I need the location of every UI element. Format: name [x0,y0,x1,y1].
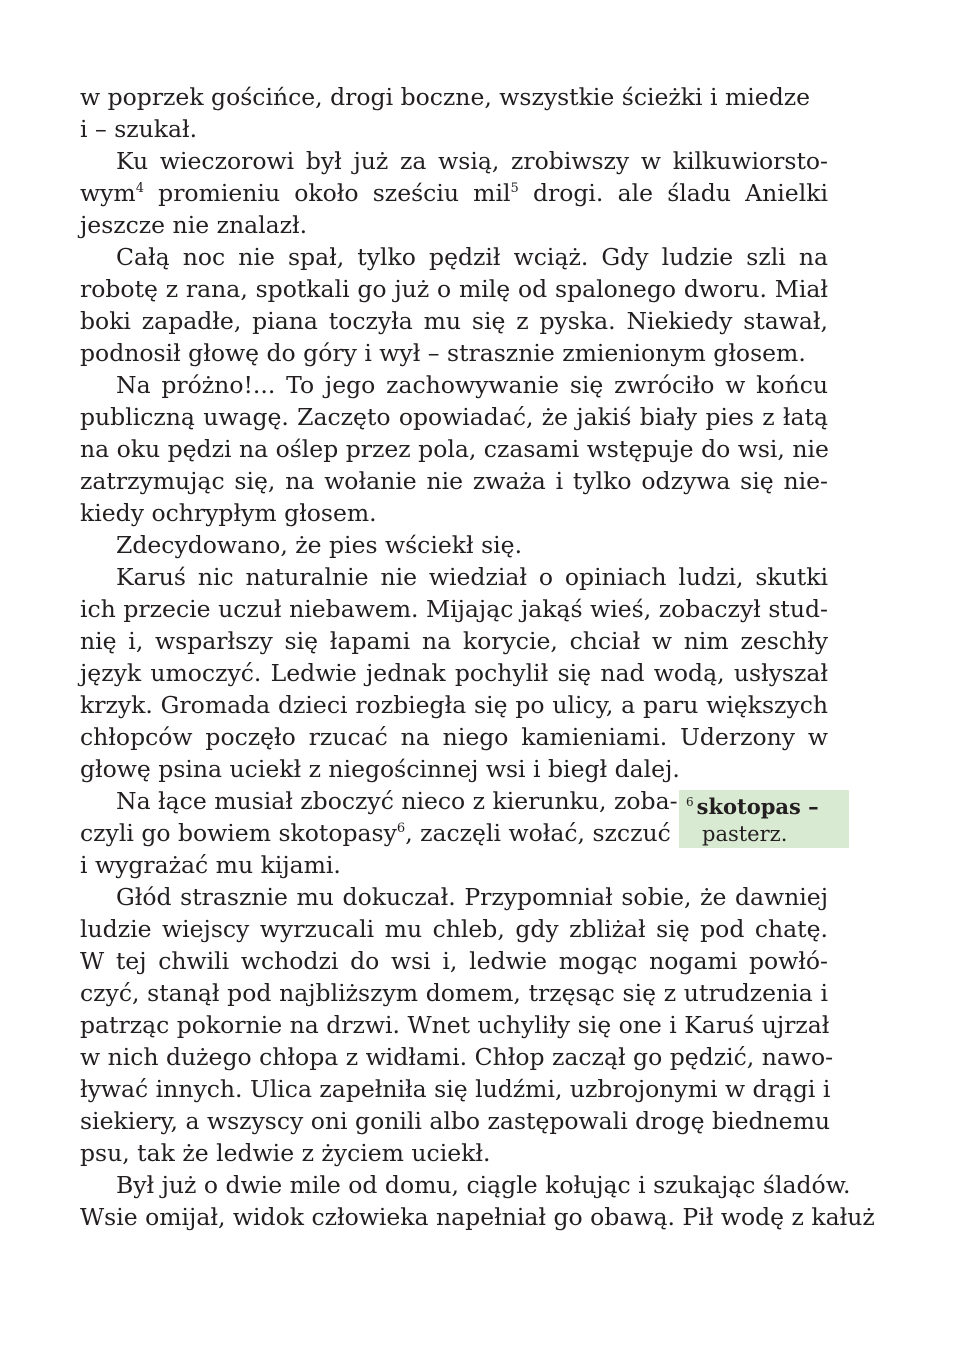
text-line: i wygrażać mu kijami. [80,851,341,879]
glossary-definition: pasterz. [702,822,788,846]
text-line: jeszcze nie znalazł. [80,211,308,239]
footnote-ref-5: 5 [510,181,519,196]
text-line: język umoczyć. Ledwie jednak pochylił się nad wodą, usłyszał [80,659,828,687]
text-line: chłopców poczęło rzucać na niego kamieniami. Uderzony w [80,723,828,751]
text-line: Karuś nic naturalnie nie wiedział o opiniach ludzi, skutki [116,563,828,591]
text-line: robotę z rana, spotkali go już o milę od spalonego dworu. Miał [80,275,828,303]
text-line: patrząc pokornie na drzwi. Wnet uchyliły się one i Karuś ujrzał [80,1011,830,1039]
text-line: ludzie wiejscy wyrzucali mu chleb, gdy zbliżał się pod chatę. [80,915,828,943]
text-line: publiczną uwagę. Zaczęto opowiadać, że jakiś biały pies z łatą [80,403,828,431]
text-span: , zaczęli wołać, szczuć [405,819,671,847]
text-line: Głód strasznie mu dokuczał. Przypomniał sobie, że dawniej [116,883,828,911]
text-line: Wsie omijał, widok człowieka napełniał go obawą. Pił wodę z kałuż [80,1203,875,1231]
text-line: głowę psina uciekł z niegościnnej wsi i biegł dalej. [80,755,680,783]
text-span: drogi. ale śladu Anielki [532,179,828,207]
text-line: krzyk. Gromada dzieci rozbiegła się po ulicy, a paru większych [80,691,828,719]
glossary-note [679,790,849,848]
text-line: kiedy ochrypłym głosem. [80,499,377,527]
text-line: czyć, stanął pod najbliższym domem, trzęsąc się z utrudzenia i [80,979,828,1007]
glossary-term: skotopas – [696,794,819,819]
text-span: czyli go bowiem skotopasy [80,819,397,847]
footnote-ref-4: 4 [135,181,144,196]
text-span: wym [80,179,136,207]
footnote-ref-6: 6 [396,821,406,836]
text-line [80,177,828,209]
text-line: na oku pędzi na oślep przez pola, czasami wstępuje do wsi, nie [80,435,829,463]
text-line: boki zapadłe, piana toczyła mu się z pyska. Niekiedy stawał, [80,307,828,335]
text-line: w nich dużego chłopa z widłami. Chłop zaczął go pędzić, nawo- [80,1043,834,1071]
text-line: podnosił głowę do góry i wył – strasznie zmienionym głosem. [80,339,806,367]
text-line: nię i, wsparłszy się łapami na korycie, chciał w nim zeschły [80,627,828,655]
text-line: i – szukał. [80,115,198,143]
glossary-number: 6 [686,795,694,809]
text-line: ływać innych. Ulica zapełniła się ludźmi, uzbrojonymi w drągi i [80,1075,831,1103]
text-line: Ku wieczorowi był już za wsią, zrobiwszy w kilkuwiorsto- [116,147,828,175]
text-line: Zdecydowano, że pies wściekł się. [116,531,523,559]
text-line: zatrzymując się, na wołanie nie zważa i tylko odzywa się nie- [80,467,828,495]
text-span: promieniu około sześciu mil [158,179,511,207]
text-line: siekiery, a wszyscy oni gonili albo zastępowali drogę biednemu [80,1107,830,1135]
text-line: psu, tak że ledwie z życiem uciekł. [80,1139,491,1167]
text-line [80,817,671,849]
text-line: w poprzek gościńce, drogi boczne, wszystkie ścieżki i miedze [80,83,811,111]
text-line: Całą noc nie spał, tylko pędził wciąż. Gdy ludzie szli na [116,243,828,271]
text-line: ich przecie uczuł niebawem. Mijając jakąś wieś, zobaczył stud- [80,595,828,623]
text-line: Był już o dwie mile od domu, ciągle kołując i szukając śladów. [116,1171,851,1199]
text-line: W tej chwili wchodzi do wsi i, ledwie mogąc nogami powłó- [80,947,828,975]
text-line: Na łące musiał zboczyć nieco z kierunku, zoba- [116,787,678,815]
text-line: Na próżno!... To jego zachowywanie się zwróciło w końcu [116,371,828,399]
